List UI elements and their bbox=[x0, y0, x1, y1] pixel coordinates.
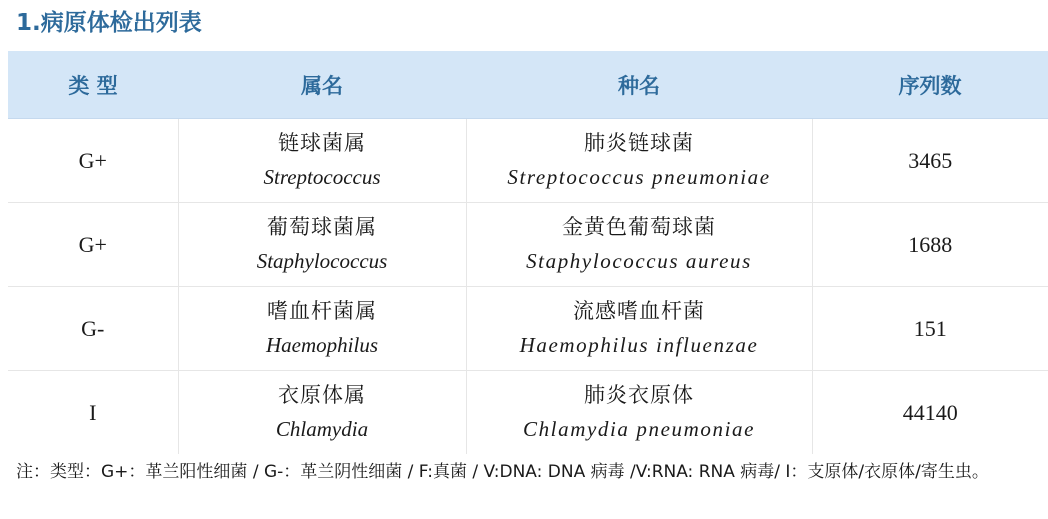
cell-species bbox=[466, 119, 812, 203]
cell-genus bbox=[178, 371, 466, 455]
section-title: 1.病原体检出列表 bbox=[16, 10, 202, 36]
species-cn: 肺炎衣原体 bbox=[584, 382, 694, 407]
cell-genus bbox=[178, 287, 466, 371]
species-cn: 流感嗜血杆菌 bbox=[573, 298, 705, 323]
table-row bbox=[8, 371, 1048, 455]
table-row bbox=[8, 203, 1048, 287]
genus-cn: 葡萄球菌属 bbox=[267, 214, 377, 239]
species-cn: 肺炎链球菌 bbox=[584, 130, 694, 155]
table-row bbox=[8, 119, 1048, 203]
species-latin: Haemophilus influenzae bbox=[519, 332, 759, 357]
cell-reads: 44140 bbox=[902, 399, 958, 425]
species-cn: 金黄色葡萄球菌 bbox=[562, 214, 716, 239]
genus-latin: Staphylococcus bbox=[256, 248, 388, 273]
cell-reads: 151 bbox=[812, 287, 1048, 371]
table-header bbox=[8, 51, 1048, 119]
footnote: 注：类型：G+：革兰阳性细菌 / G-：革兰阴性细菌 / F:真菌 / V:DNA: DNA 病毒 /V:RNA: RNA 病毒/ I：支原体/衣原体/寄生虫。 bbox=[16, 462, 989, 482]
header-type: 类 型 bbox=[8, 51, 178, 119]
cell-species bbox=[466, 203, 812, 287]
table-row bbox=[8, 287, 1048, 371]
pathogen-table bbox=[8, 51, 1048, 454]
genus-cn: 链球菌属 bbox=[278, 130, 366, 155]
cell-species bbox=[466, 371, 812, 455]
cell-genus bbox=[178, 203, 466, 287]
cell-reads: 3465 bbox=[812, 119, 1048, 203]
header-genus: 属名 bbox=[178, 51, 466, 119]
cell-reads: 1688 bbox=[812, 203, 1048, 287]
genus-cn: 嗜血杆菌属 bbox=[267, 298, 377, 323]
header-reads: 序列数 bbox=[812, 51, 1048, 119]
cell-type: G+ bbox=[8, 203, 178, 287]
cell-species bbox=[466, 287, 812, 371]
cell-genus bbox=[178, 119, 466, 203]
cell-type: G- bbox=[8, 287, 178, 371]
genus-latin: Chlamydia bbox=[275, 416, 369, 441]
genus-latin: Haemophilus bbox=[266, 332, 378, 357]
header-species: 种名 bbox=[466, 51, 812, 119]
cell-type: G+ bbox=[8, 119, 178, 203]
species-latin: Chlamydia pneumoniae bbox=[522, 416, 756, 441]
genus-latin: Streptococcus bbox=[263, 164, 381, 189]
species-latin: Staphylococcus aureus bbox=[526, 248, 752, 273]
species-latin: Streptococcus pneumoniae bbox=[507, 164, 771, 189]
cell-type: I bbox=[8, 371, 178, 455]
genus-cn: 衣原体属 bbox=[278, 382, 366, 407]
